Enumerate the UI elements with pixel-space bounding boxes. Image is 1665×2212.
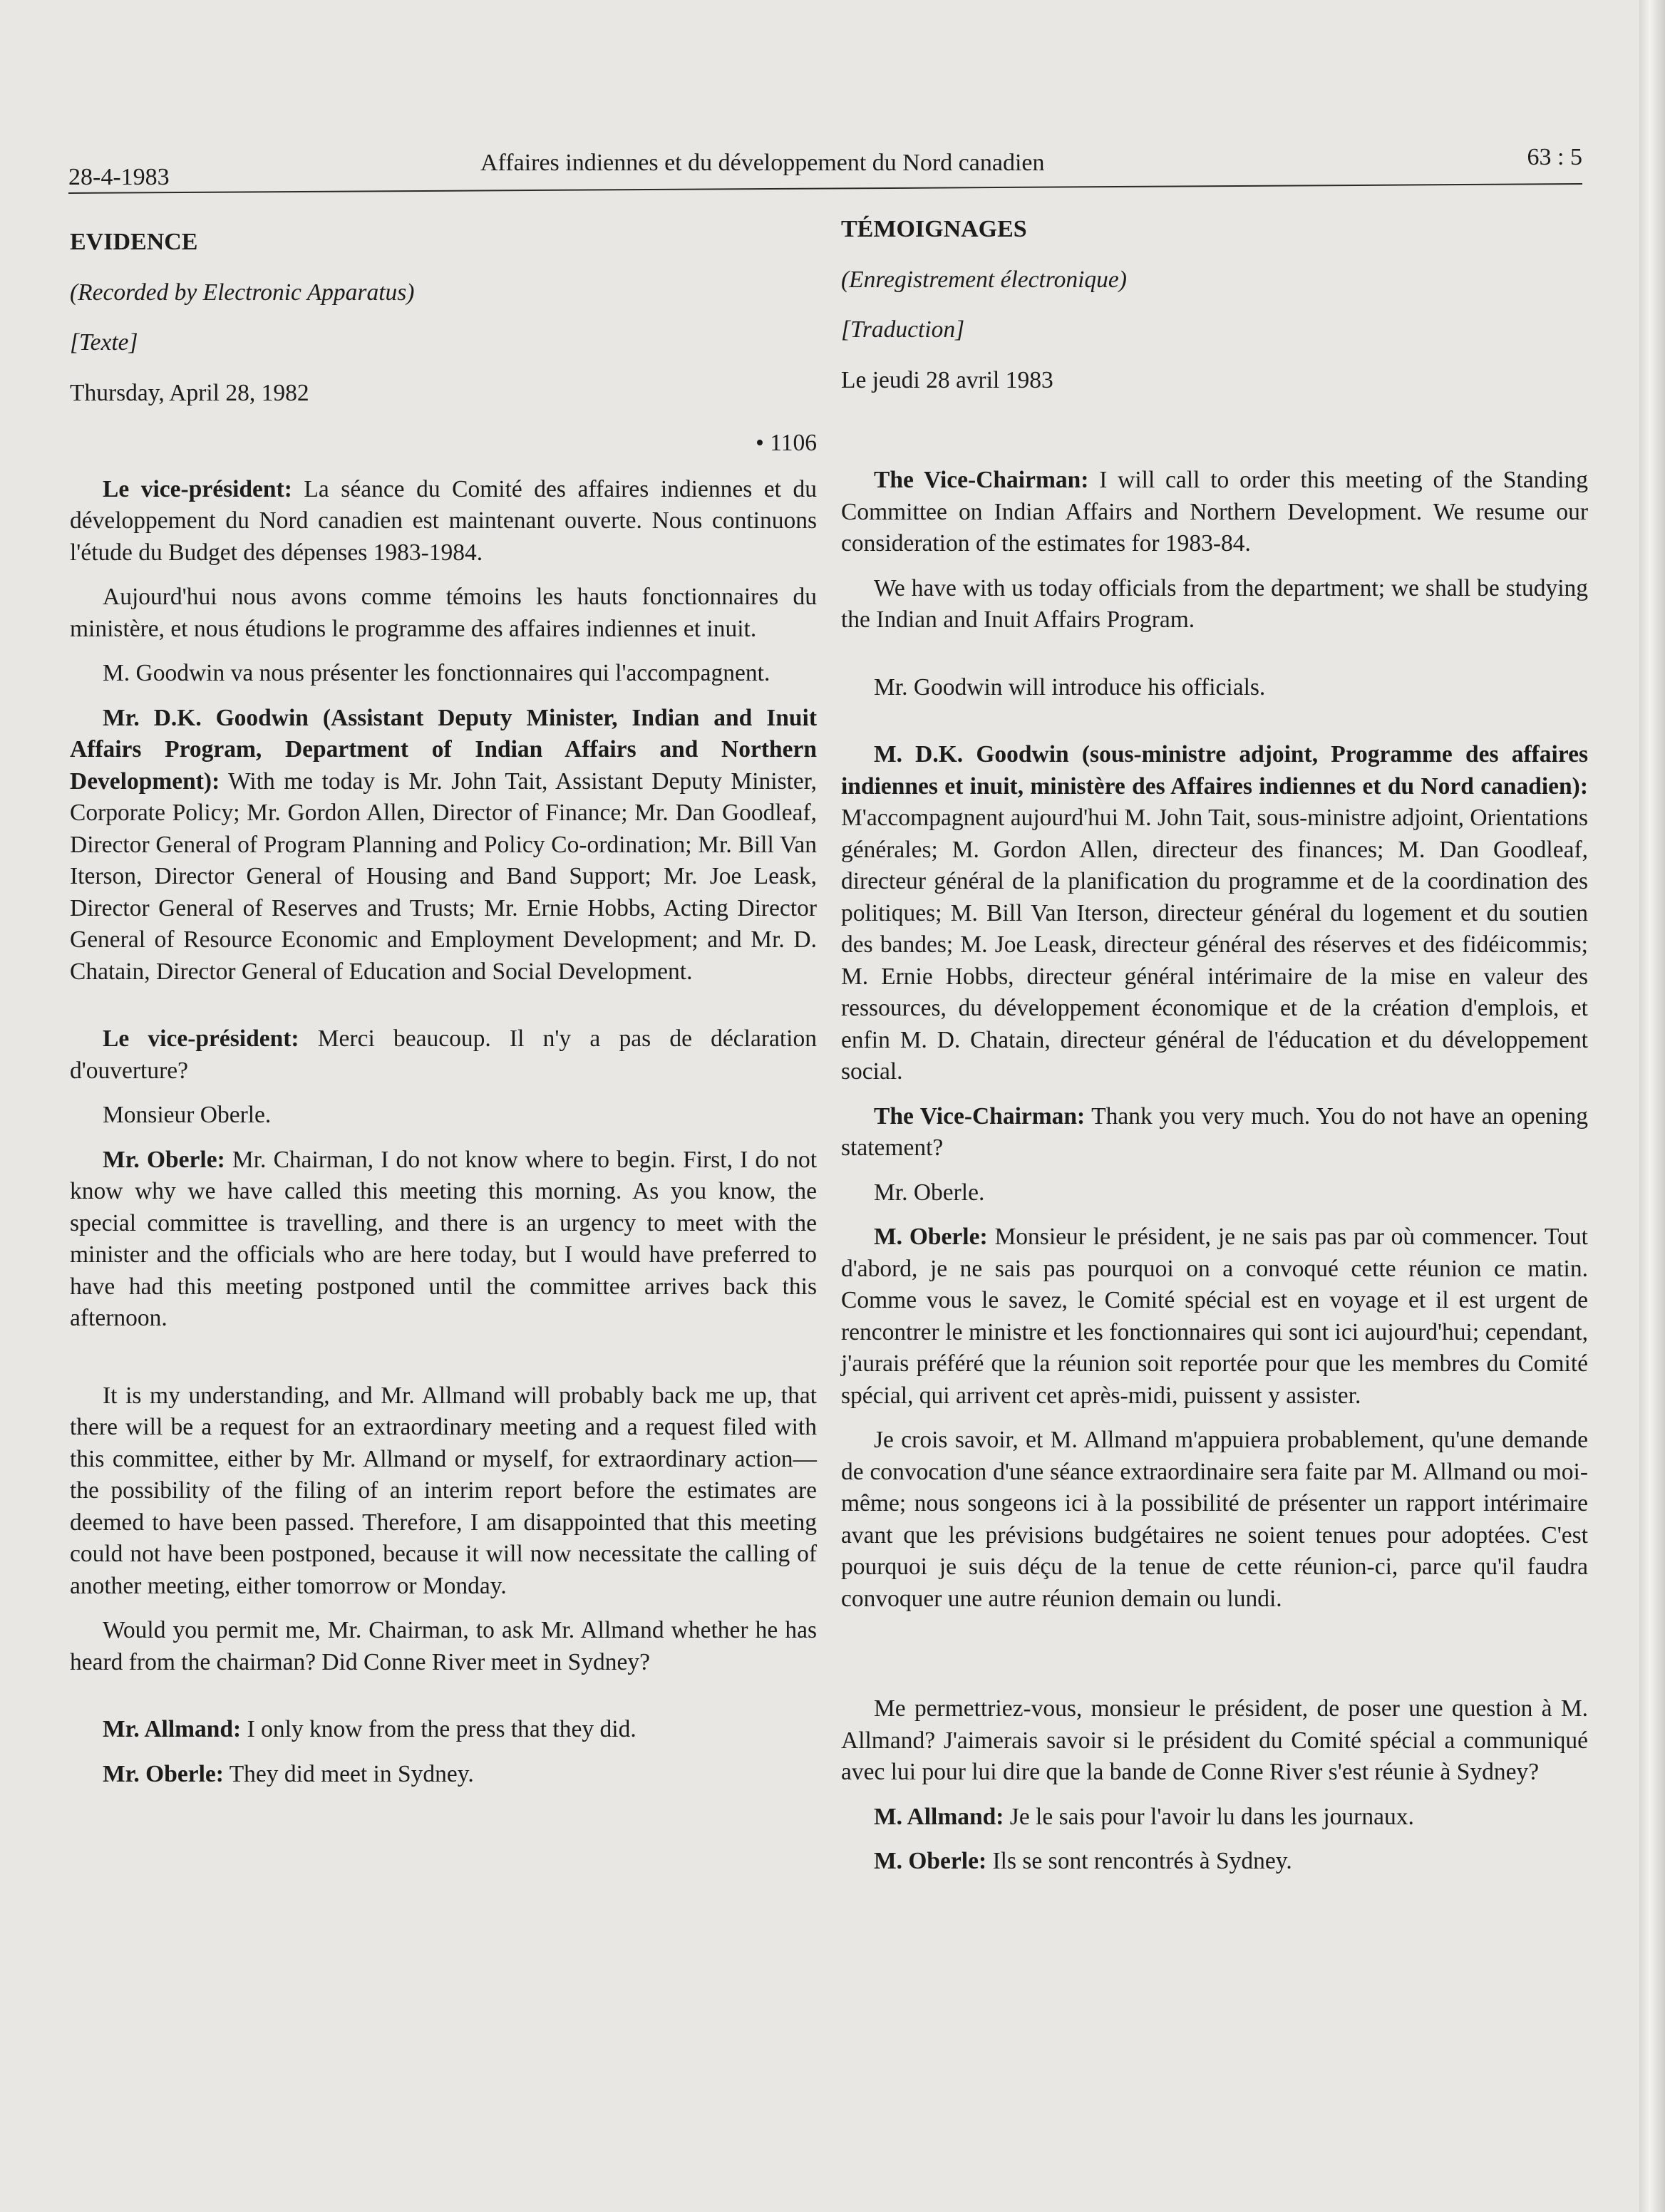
speaker: M. Oberle: xyxy=(874,1848,987,1874)
paragraph xyxy=(841,1101,1588,1164)
paragraph-text: Mr. Chairman, I do not know where to begin. First, I do not know why we have called this meeting this morning. As you know, the special committee is travelling, and there is an urgency to meet with the minister and the officials who are here today, but I would have preferred to have had this meeting postponed until the committee arrives back this afternoon. xyxy=(70,1146,817,1331)
french-column xyxy=(841,214,1588,1891)
paragraph xyxy=(70,703,817,988)
recorded-note: (Recorded by Electronic Apparatus) xyxy=(70,279,415,306)
speaker: Mr. D.K. Goodwin (Assistant Deputy Minister, Indian and Inuit Affairs Program, Department of Indian Affairs and Northern Development): xyxy=(70,704,817,795)
paragraph xyxy=(841,739,1588,1088)
text-label: [Texte] xyxy=(70,329,138,356)
paragraph xyxy=(841,1221,1588,1412)
speaker: Mr. Oberle: xyxy=(103,1146,225,1173)
time-marker: • 1106 xyxy=(756,430,817,456)
date-line: Thursday, April 28, 1982 xyxy=(70,379,309,406)
temoignages-heading: TÉMOIGNAGES xyxy=(841,216,1027,242)
paragraph-text: They did meet in Sydney. xyxy=(223,1760,474,1787)
paragraph xyxy=(70,1144,817,1335)
header-date: 28-4-1983 xyxy=(68,164,170,190)
paragraph xyxy=(841,1802,1588,1834)
page-edge xyxy=(1639,0,1665,2212)
speaker: Mr. Oberle: xyxy=(103,1760,224,1787)
speaker: Le vice-président: xyxy=(103,475,292,502)
paragraph-text: With me today is Mr. John Tait, Assistant Deputy Minister, Corporate Policy; Mr. Gordon Allen, Director of Finance; Mr. Dan Goodleaf, Director General of Program Planning and Policy Co-ordination; Mr. Bill Van Iterson, Director General of Housing and Band Support; Mr. Joe Leask, Director General of Reserves and Trusts; Mr. Ernie Hobbs, Acting Director General of Resource Economic and Employment Development; and Mr. D. Chatain, Director General of Education and Social Development. xyxy=(70,768,817,985)
speaker: Le vice-président: xyxy=(103,1025,299,1052)
paragraph-text: M'accompagnent aujourd'hui M. John Tait, sous-ministre adjoint, Orientations générales; M. Gordon Allen, directeur des finances; M. Dan Goodleaf, directeur général de la planification du programme et de la coordination des politiques; M. Bill Van Iterson, directeur général du logement et du soutien des bandes; M. Joe Leask, directeur général des réserves et des fidéicommis; M. Ernie Hobbs, directeur général intérimaire de la mise en valeur des ressources, du développement économique et de la création d'emplois, et enfin M. D. Chatain, directeur général de l'éducation et du développement social. xyxy=(841,805,1588,1085)
paragraph-text: Je le sais pour l'avoir lu dans les journaux. xyxy=(1004,1803,1414,1830)
text-label: [Traduction] xyxy=(841,316,965,343)
paragraph: Je crois savoir, et M. Allmand m'appuiera probablement, qu'une demande de convocation d'une séance extraordinaire sera faite par M. Allmand ou moi-même; nous songeons ici à la possibilité de présenter un rapport intérimaire avant que les prévisions budgétaires ne soient tenues pour adoptées. C'est pourquoi je suis déçu de la tenue de cette réunion-ci, parce qu'il faudra convoquer une autre réunion demain ou lundi. xyxy=(841,1427,1588,1612)
paragraph xyxy=(70,1714,817,1746)
paragraph-text: Monsieur le président, je ne sais pas par où commencer. Tout d'abord, je ne sais pas pourquoi on a convoqué cette réunion ce matin. Comme vous le savez, le Comité spécial est en voyage et il est urgent de rencontrer le ministre et les fonctionnaires qui sont ici aujourd'hui; cependant, j'aurais préféré que la réunion soit reportée pour que les membres du Comité spécial, qui arrivent cet après-midi, puissent y assister. xyxy=(841,1224,1588,1409)
paragraph: Mr. Goodwin will introduce his officials. xyxy=(874,673,1266,701)
speaker: M. D.K. Goodwin (sous-ministre adjoint, Programme des affaires indiennes et inuit, ministère des Affaires indiennes et du Nord canadien): xyxy=(841,741,1588,800)
paragraph-text: Thank you very much. You do not have an opening statement? xyxy=(841,1102,1588,1161)
page-header xyxy=(68,144,1582,194)
speaker: M. Oberle: xyxy=(874,1224,988,1250)
speaker: Mr. Allmand: xyxy=(103,1716,242,1742)
paragraph: Me permettriez-vous, monsieur le président, de poser une question à M. Allmand? J'aimerais savoir si le président du Comité spécial a communiqué avec lui pour lui dire que la bande de Conne River s'est réunie à Sydney? xyxy=(841,1695,1588,1785)
paragraph: Mr. Oberle. xyxy=(874,1179,985,1206)
english-column xyxy=(70,227,817,1803)
paragraph xyxy=(841,465,1588,560)
paragraph xyxy=(70,474,817,569)
paragraph-text: I will call to order this meeting of the Standing Committee on Indian Affairs and Northern Development. We resume our consideration of the estimates for 1983-84. xyxy=(841,467,1588,557)
speaker: The Vice-Chairman: xyxy=(874,467,1089,493)
paragraph-text: Ils se sont rencontrés à Sydney. xyxy=(986,1848,1292,1874)
paragraph-text: La séance du Comité des affaires indiennes et du développement du Nord canadien est maintenant ouverte. Nous continuons l'étude du Budget des dépenses 1983-1984. xyxy=(70,475,818,566)
paragraph xyxy=(841,1846,1588,1878)
paragraph-text: I only know from the press that they did. xyxy=(241,1716,636,1742)
header-page-number: 63 : 5 xyxy=(1527,144,1582,170)
evidence-heading: EVIDENCE xyxy=(70,229,198,255)
paragraph: Aujourd'hui nous avons comme témoins les hauts fonctionnaires du ministère, et nous étudions le programme des affaires indiennes et inuit. xyxy=(70,584,817,642)
paragraph xyxy=(70,1023,817,1087)
recorded-note: (Enregistrement électronique) xyxy=(841,266,1127,293)
paragraph: It is my understanding, and Mr. Allmand will probably back me up, that there will be a request for an extraordinary meeting and a request filed with this committee, either by Mr. Allmand or myself, for extraordinary action—the possibility of the filing of an interim report before the estimates are deemed to have been passed. Therefore, I am disappointed that this meeting could not have been postponed, because it will now necessitate the calling of another meeting, either tomorrow or Monday. xyxy=(70,1382,817,1599)
header-title: Affaires indiennes et du développement du Nord canadien xyxy=(480,150,1045,176)
paragraph: Would you permit me, Mr. Chairman, to ask Mr. Allmand whether he has heard from the chairman? Did Conne River meet in Sydney? xyxy=(70,1617,817,1675)
date-line: Le jeudi 28 avril 1983 xyxy=(841,366,1053,393)
paragraph: We have with us today officials from the department; we shall be studying the Indian and Inuit Affairs Program. xyxy=(841,574,1588,633)
speaker: M. Allmand: xyxy=(874,1803,1004,1830)
paragraph: Monsieur Oberle. xyxy=(103,1102,272,1128)
speaker: The Vice-Chairman: xyxy=(874,1102,1086,1130)
paragraph: M. Goodwin va nous présenter les fonctionnaires qui l'accompagnent. xyxy=(103,660,770,686)
paragraph xyxy=(70,1759,817,1791)
paragraph-text: Merci beaucoup. Il n'y a pas de déclaration d'ouverture? xyxy=(70,1025,817,1084)
